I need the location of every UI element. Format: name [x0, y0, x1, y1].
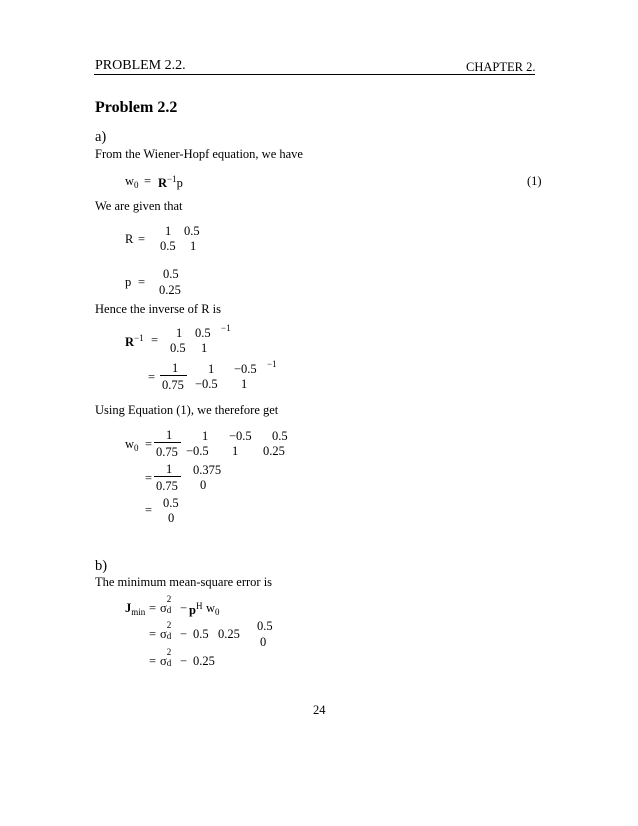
- Rinv-line2-equals: =: [148, 370, 156, 384]
- Rinv-line2-r2c2: 1: [241, 377, 248, 391]
- jmin-minus: −: [180, 601, 188, 615]
- eq1-number: (1): [527, 174, 542, 188]
- header-right: CHAPTER 2.: [466, 60, 536, 74]
- R-symbol: R: [125, 232, 134, 246]
- w0-line2-den: 0.75: [156, 479, 178, 493]
- jmin-line2-minus: −: [180, 627, 188, 641]
- Rinv-line2-r1c2: −0.5: [234, 362, 257, 376]
- eq1-R: $R^{-1}p$: [158, 174, 183, 191]
- Rinv-line2-r1c1: 1: [208, 362, 215, 376]
- p-equals: =: [138, 275, 146, 289]
- jmin-line3-minus: −: [180, 654, 188, 668]
- w0-line2-num: 1: [166, 462, 173, 476]
- p-v2: 0.25: [159, 283, 181, 297]
- given-text: We are given that: [95, 199, 183, 213]
- Rinv-r2c2: 1: [201, 341, 208, 355]
- inverse-text: Hence the inverse of R is: [95, 302, 222, 316]
- w0-line1-den: 0.75: [156, 445, 178, 459]
- Rinv-lhs: $R^{-1}$: [125, 333, 144, 350]
- p-symbol: p: [125, 275, 132, 289]
- part-a-label: a): [95, 129, 107, 145]
- w0-line1-r2c3: 0.25: [263, 444, 285, 458]
- jmin-line3-equals: =: [149, 654, 157, 668]
- jmin-line3-sigma: σ 2 d: [160, 647, 172, 668]
- w0-line3-v2: 0: [168, 511, 175, 525]
- jmin-line2-sigma: σ 2 d: [160, 620, 172, 641]
- jmin-line2-row2: 0.25: [218, 627, 240, 641]
- w0-lhs: $w_0$: [125, 437, 139, 453]
- R-r2c1: 0.5: [160, 239, 176, 253]
- page-number: 24: [313, 703, 326, 717]
- Rinv-r2c1: 0.5: [170, 341, 186, 355]
- Rinv-line2-sup: −1: [267, 359, 277, 369]
- part-b-intro: The minimum mean-square error is: [95, 575, 273, 589]
- header-rule: [94, 74, 535, 75]
- w0-line3-equals: =: [145, 503, 153, 517]
- w0-line1-fraction-bar: [154, 442, 181, 443]
- Rinv-equals: =: [151, 333, 159, 347]
- R-r2c2: 1: [190, 239, 197, 253]
- w0-line1-r1c3: 0.5: [272, 429, 288, 443]
- jmin-line2-col2: 0: [260, 635, 267, 649]
- part-b-label: b): [95, 558, 108, 574]
- w0-line1-r1c2: −0.5: [229, 429, 252, 443]
- jmin-line3-value: 0.25: [193, 654, 215, 668]
- Rinv-line2-r2c1: −0.5: [195, 377, 218, 391]
- w0-line2-v2: 0: [200, 478, 207, 492]
- jmin-sigma: σ 2 d: [160, 594, 172, 615]
- Rinv-line2-den: 0.75: [162, 378, 184, 392]
- w0-line2-equals: =: [145, 471, 153, 485]
- R-equals: =: [138, 232, 146, 246]
- w0-equals: =: [145, 437, 153, 451]
- w0-line3-v1: 0.5: [163, 496, 179, 510]
- jmin-pH: $p^H$: [189, 601, 203, 618]
- Rinv-line2-fraction-bar: [160, 375, 187, 376]
- w0-line2-fraction-bar: [154, 476, 181, 477]
- jmin-line2-equals: =: [149, 627, 157, 641]
- eq1-equals: =: [144, 174, 152, 188]
- w0-line1-r2c1: −0.5: [186, 444, 209, 458]
- Rinv-r1c1: 1: [176, 326, 183, 340]
- Rinv-line2-num: 1: [172, 361, 179, 375]
- problem-title: Problem 2.2: [95, 99, 178, 116]
- w0-line2-v1: 0.375: [193, 463, 222, 477]
- jmin-equals: =: [149, 601, 157, 615]
- Rinv-r1c2: 0.5: [195, 326, 211, 340]
- R-r1c2: 0.5: [184, 224, 200, 238]
- header-left: PROBLEM 2.2.: [95, 58, 186, 73]
- Rinv-sup: −1: [221, 323, 231, 333]
- jmin-line2-row1: 0.5: [193, 627, 209, 641]
- R-r1c1: 1: [165, 224, 172, 238]
- jmin-lhs: $J_{min}$: [125, 601, 146, 617]
- w0-line1-r1c1: 1: [202, 429, 209, 443]
- jmin-w0: $w_0$: [206, 601, 220, 617]
- jmin-line2-col1: 0.5: [257, 619, 273, 633]
- p-v1: 0.5: [163, 267, 179, 281]
- eq1-lhs: $w_0$: [125, 174, 139, 190]
- part-a-intro: From the Wiener-Hopf equation, we have: [95, 147, 303, 161]
- using-text: Using Equation (1), we therefore get: [95, 403, 279, 417]
- w0-line1-r2c2: 1: [232, 444, 239, 458]
- w0-line1-num: 1: [166, 428, 173, 442]
